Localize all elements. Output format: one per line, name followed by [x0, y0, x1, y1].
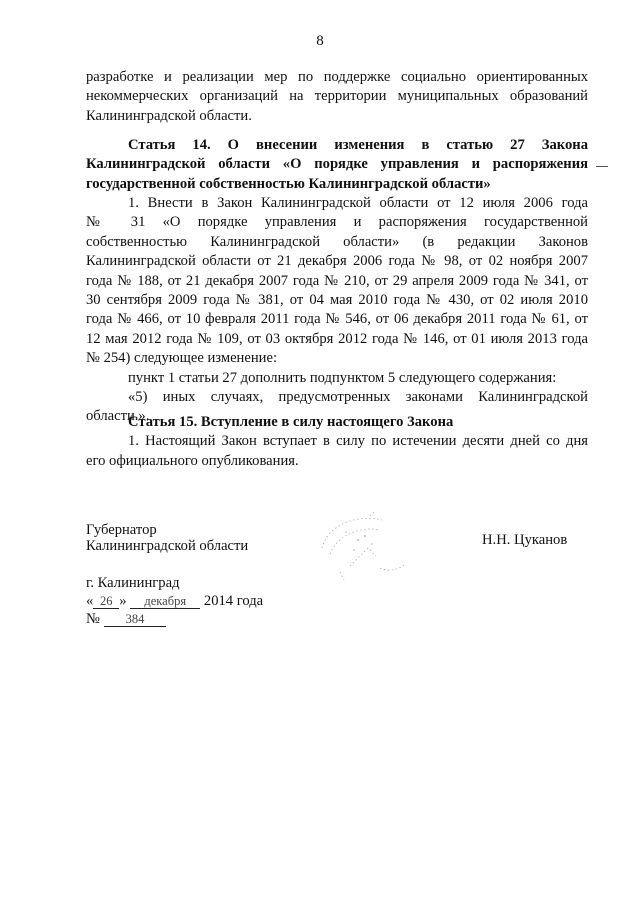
- body-line: № 31 «О порядке управления и распоряжения государственной: [86, 214, 588, 231]
- intro-line: Калининградской области.: [86, 107, 252, 124]
- body-line: № 254) следующее изменение:: [86, 350, 278, 367]
- date-month: декабря: [130, 594, 200, 609]
- article-14-title: [86, 136, 588, 194]
- seal-stamp-icon: [310, 510, 420, 590]
- body-line: его официального опубликования.: [86, 452, 299, 469]
- date-line: [86, 592, 263, 611]
- article-title-line: государственной собственностью Калининградской области»: [86, 175, 491, 192]
- body-line: 1. Настоящий Закон вступает в силу по истечении десяти дней со дня: [128, 433, 588, 450]
- body-line: Калининградской области от 21 декабря 2006 года № 98, от 02 ноября 2007: [86, 253, 588, 270]
- quote-line: «5) иных случаях, предусмотренных законами Калининградской: [128, 389, 588, 406]
- intro-line: разработке и реализации мер по поддержке социально ориентированных: [86, 69, 588, 85]
- date-day: 26: [93, 594, 119, 609]
- body-line: собственностью Калининградской области» (в редакции Законов: [86, 233, 588, 250]
- quote-line: области.».: [86, 408, 150, 425]
- body-line: года № 188, от 21 декабря 2007 года № 210, от 29 апреля 2009 года № 341, от: [86, 272, 588, 289]
- number-prefix: №: [86, 611, 100, 627]
- date-year: 2014 года: [203, 593, 264, 609]
- number-line: [86, 610, 166, 629]
- article-15-title: Статья 15. Вступление в силу настоящего Закона: [128, 414, 454, 430]
- date-close-quote: »: [119, 593, 127, 609]
- body-line: 1. Внести в Закон Калининградской области от 12 июля 2006 года: [128, 195, 588, 211]
- number-value: 384: [104, 612, 166, 627]
- intro-line: некоммерческих организаций на территории муниципальных образований: [86, 88, 588, 105]
- article-title-line: Статья 14. О внесении изменения в статью 27 Закона: [128, 137, 588, 153]
- page-number: 8: [316, 33, 324, 49]
- date-open-quote: «: [86, 593, 94, 609]
- body-line: года № 466, от 10 февраля 2011 года № 546, от 06 декабря 2011 года № 61, от: [86, 311, 588, 328]
- article-15: [86, 413, 588, 471]
- article-14-body: [86, 194, 588, 427]
- body-line: 30 сентября 2009 года № 381, от 04 мая 2010 года № 430, от 02 июля 2010: [86, 292, 588, 309]
- body-line: 12 мая 2012 года № 109, от 03 октября 2012 года № 146, от 01 июля 2013 года: [86, 330, 588, 347]
- signature-position-line2: Калининградской области: [86, 538, 249, 554]
- place: г. Калининград: [86, 575, 180, 591]
- margin-dash-mark: [596, 166, 608, 167]
- signature-position-line1: Губернатор: [86, 522, 157, 538]
- signatory-name: Н.Н. Цуканов: [482, 532, 568, 548]
- intro-paragraph: [86, 68, 588, 126]
- point-line: пункт 1 статьи 27 дополнить подпунктом 5 следующего содержания:: [128, 369, 557, 386]
- article-title-line: Калининградской области «О порядке управления и распоряжения: [86, 156, 588, 173]
